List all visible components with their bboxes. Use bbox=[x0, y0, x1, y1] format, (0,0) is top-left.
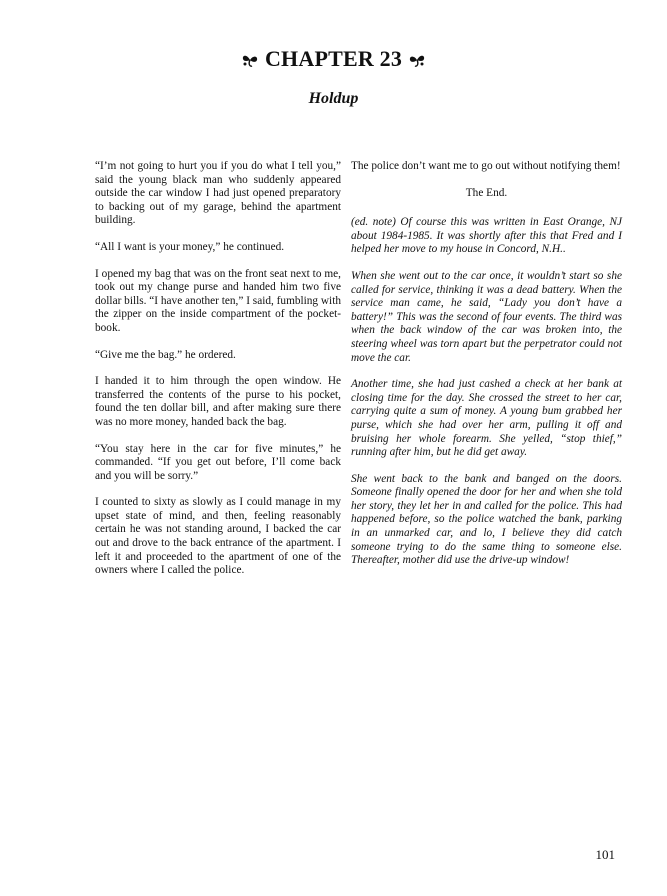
editor-note: She went back to the bank and banged on the doors. Someone finally opened the door for her and when she told her story, they let her in and called for the police. This had happened before, so the police watched the bank, parking in an unmarked car, and lo, I believe they did catch someone trying to do the same thing to someone else. Thereafter, mother did use the drive-up window! bbox=[351, 472, 622, 567]
paragraph: I counted to sixty as slowly as I could manage in my upset state of mind, and then, feeling reasonably certain he was not standing around, I backed the car out and drove to the back entrance of the apartment. I left it and proceeded to the apartment of one of the owners where I called the police. bbox=[95, 496, 341, 577]
paragraph: “All I want is your money,” he continued. bbox=[95, 240, 285, 253]
chapter-title: CHAPTER 23 bbox=[264, 46, 403, 71]
chapter-heading bbox=[0, 46, 667, 74]
paragraph: The police don’t want me to go out without notifying them! bbox=[351, 160, 621, 172]
paragraph: “Give me the bag.” he ordered. bbox=[95, 348, 236, 361]
paragraph: I handed it to him through the open window. He transferred the contents of the purse to his pocket, found the ten dollar bill, and after making sure there was no more money, handed back the bag. bbox=[95, 375, 341, 428]
editor-note: Another time, she had just cashed a check at her bank at closing time for the day. She crossed the street to her car, carrying quite a sum of money. A young bum grabbed her purse, which she had over her arm, pulling it off and bruising her whole forearm. She yelled, “stop thief,” running after him, but he did get away. bbox=[351, 378, 622, 459]
page-number: 101 bbox=[595, 847, 615, 862]
editor-note: When she went out to the car once, it wouldn’t start so she called for service, thinking it was a dead battery. When the service man came, he said, “Lady you don’t have a battery!” This was the second of four events. The third was when the back window of the car was broken into, the steering wheel was torn apart but the perpetrator could not move the car. bbox=[351, 269, 622, 364]
end-marker: The End. bbox=[465, 186, 508, 199]
paragraph: I opened my bag that was on the front seat next to me, took out my change purse and handed him two five dollar bills. “I have another ten,” I said, fumbling with the zipper on the inside compartment of the pocket-book. bbox=[95, 267, 341, 334]
paragraph: “I’m not going to hurt you if you do what I tell you,” said the young black man who suddenly appeared outside the car window I had just opened preparatory to backing out of my garage, behind the apartment building. bbox=[95, 160, 341, 227]
right-column bbox=[351, 160, 622, 581]
paragraph: “You stay here in the car for five minutes,” he commanded. “If you get out before, I’ll come back and you will be sorry.” bbox=[95, 442, 341, 482]
floral-ornament-icon bbox=[408, 48, 426, 74]
floral-ornament-icon bbox=[241, 48, 259, 74]
editor-note: (ed. note) Of course this was written in East Orange, NJ about 1984-1985. It was shortly after this that Fred and I helped her move to my house in Concord, N.H.. bbox=[351, 216, 622, 256]
left-column bbox=[95, 160, 341, 591]
chapter-subtitle: Holdup bbox=[308, 90, 359, 107]
